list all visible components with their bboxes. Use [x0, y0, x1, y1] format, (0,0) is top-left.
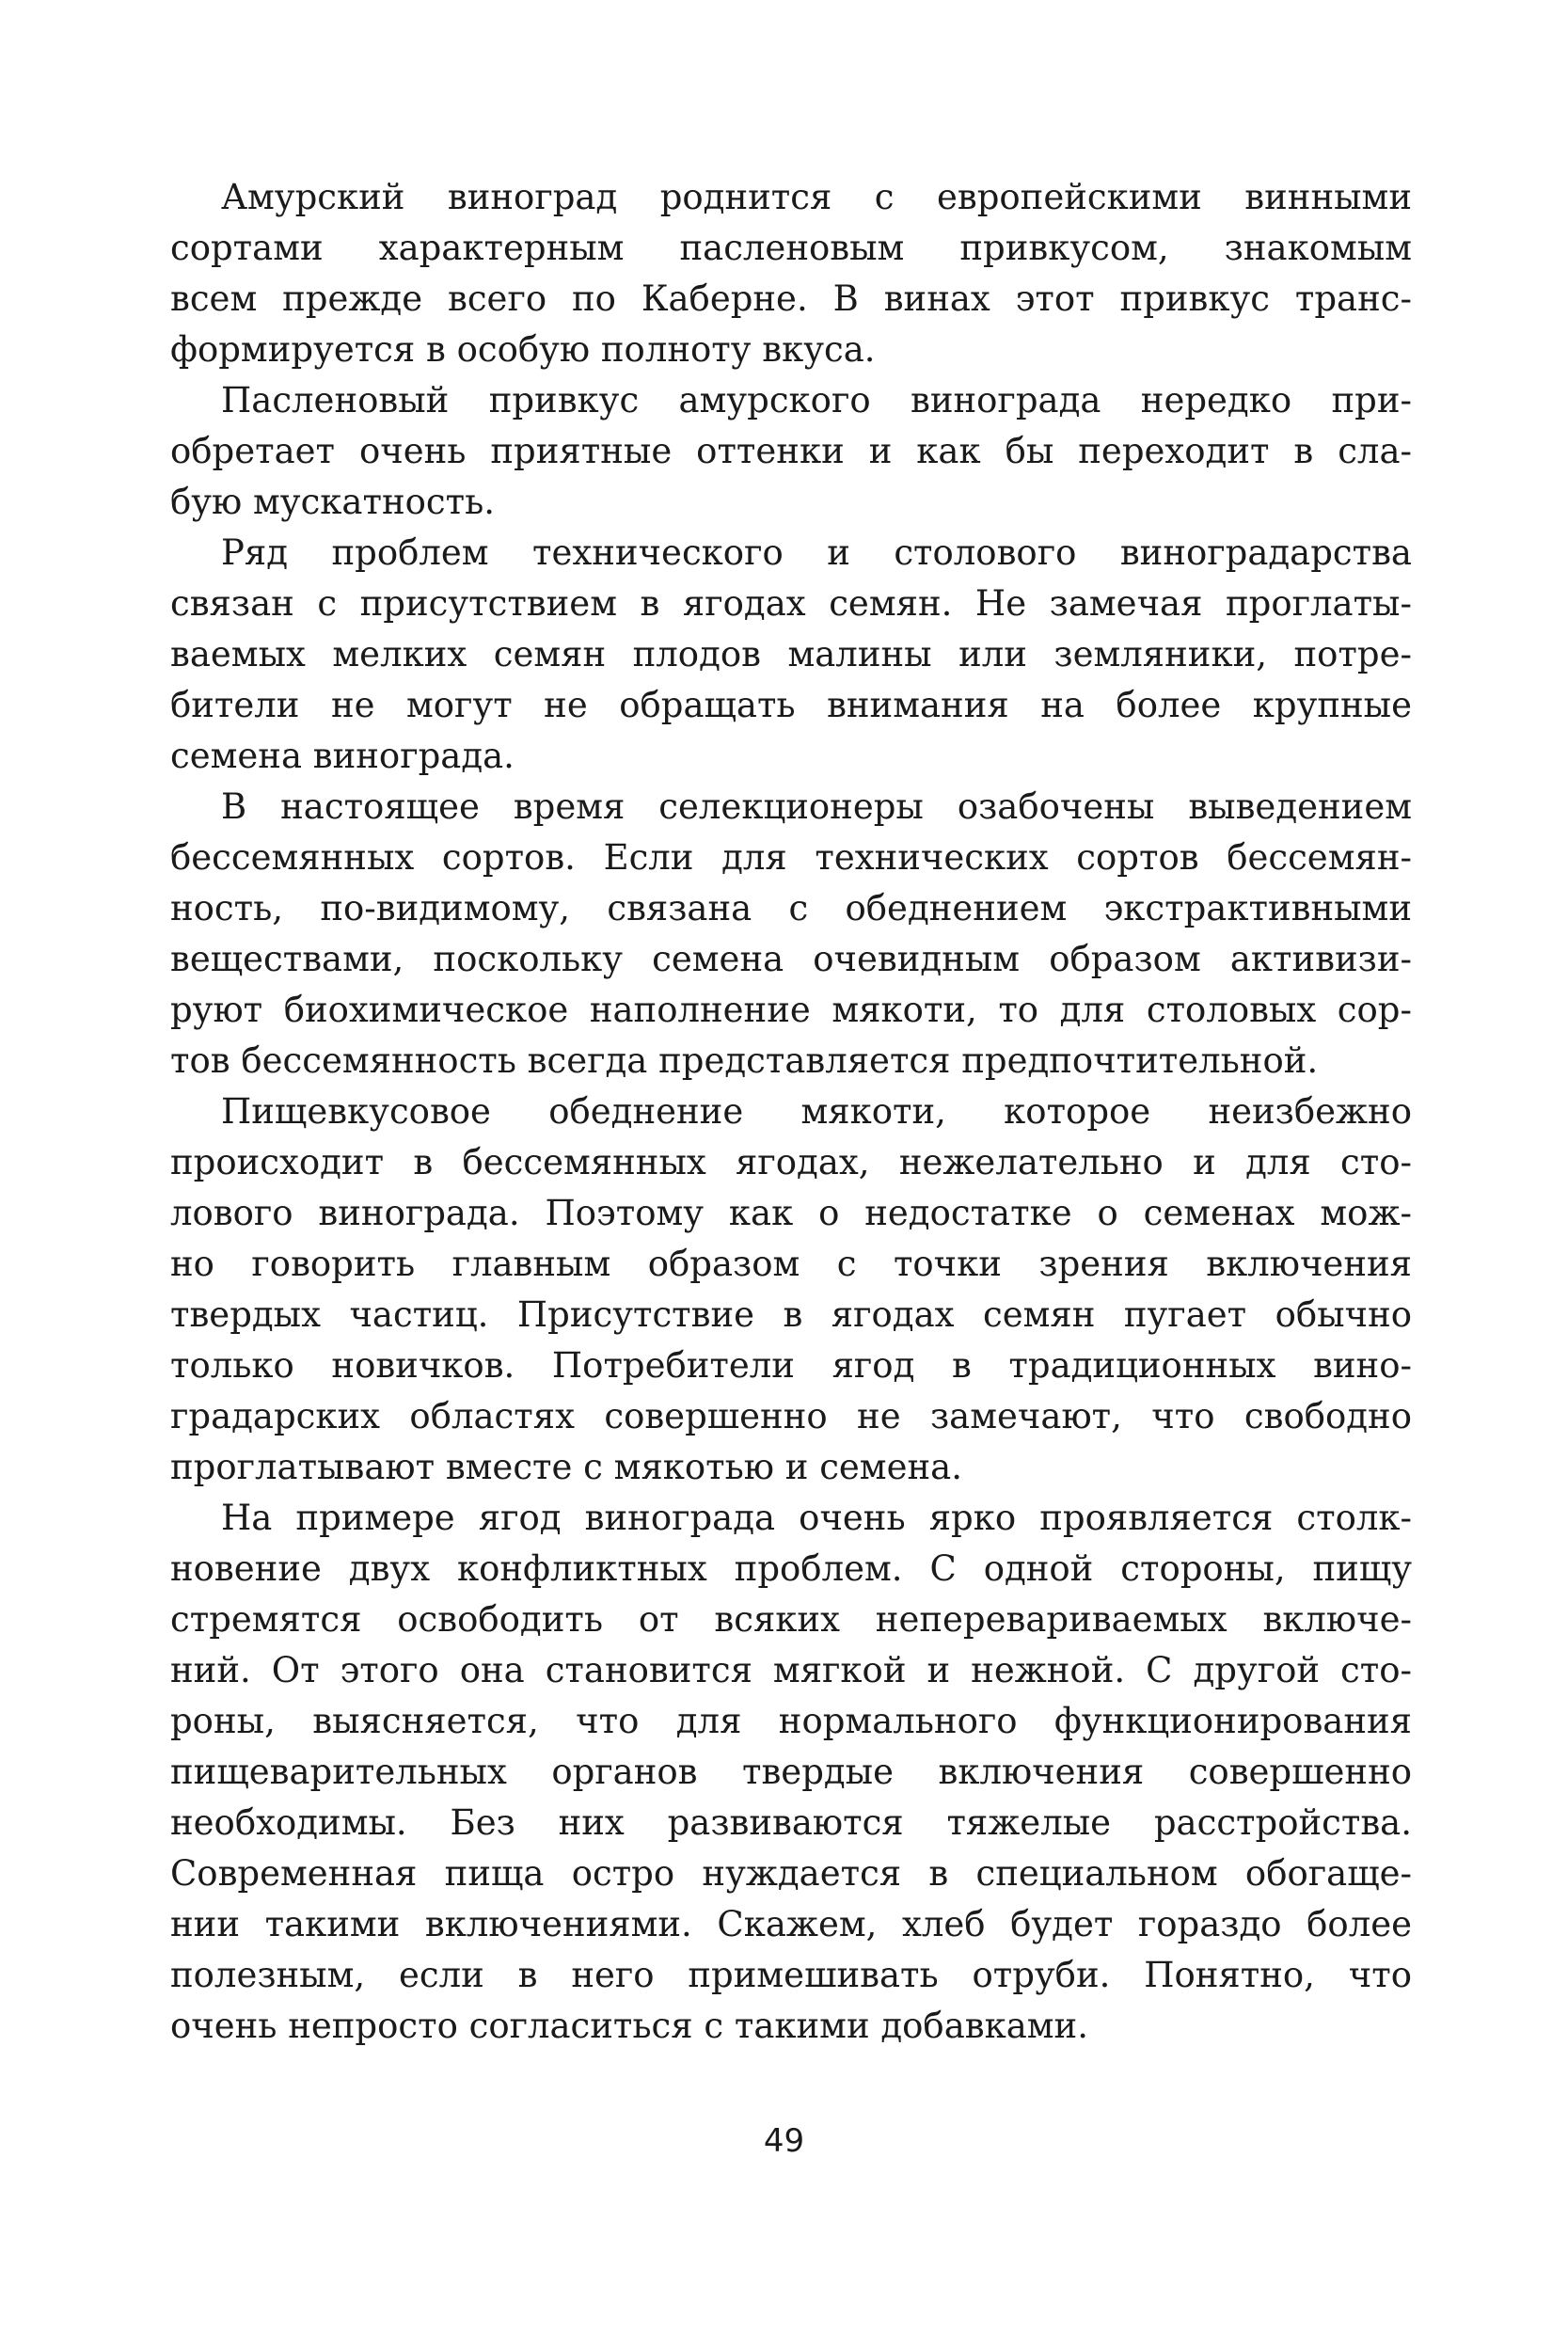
paragraph-3-line-4: бители не могут не обращать внимания на более крупные	[170, 685, 1412, 725]
paragraph-2-line-3: бую мускатность.	[170, 482, 495, 522]
paragraph-3-line-3: ваемых мелких семян плодов малины или земляники, потре-	[170, 634, 1412, 674]
paragraph-6-line-5: роны, выясняется, что для нормального функционирования	[170, 1701, 1412, 1741]
paragraph-5-line-7: градарских областях совершенно не замечают, что свободно	[170, 1396, 1412, 1436]
paragraph-6-line-3: стремятся освободить от всяких неперевариваемых включе-	[170, 1599, 1412, 1640]
paragraph-5-line-2: происходит в бессемянных ягодах, нежелательно и для сто-	[170, 1142, 1412, 1182]
body-text	[170, 172, 1412, 2052]
paragraph-3-line-1: Ряд проблем технического и столового виноградарства	[221, 532, 1412, 573]
paragraph-6-line-1: На примере ягод винограда очень ярко проявляется столк-	[221, 1498, 1412, 1538]
paragraph-5-line-8: проглатывают вместе с мякотью и семена.	[170, 1447, 962, 1487]
paragraph-6-line-10: полезным, если в него примешивать отруби. Понятно, что	[170, 1955, 1412, 1995]
paragraph-4-line-3: ность, по-видимому, связана с обеднением экстрактивными	[170, 888, 1412, 928]
paragraph-6-line-8: Современная пища остро нуждается в специальном обогаще-	[170, 1853, 1412, 1894]
paragraph-6-line-11: очень непросто согласиться с такими добавками.	[170, 2006, 1088, 2046]
paragraph-6-line-7: необходимы. Без них развиваются тяжелые расстройства.	[170, 1802, 1412, 1843]
paragraph-5-line-5: твердых частиц. Присутствие в ягодах семян пугает обычно	[170, 1294, 1412, 1335]
paragraph-3-line-2: связан с присутствием в ягодах семян. Не замечая проглаты-	[170, 583, 1412, 624]
paragraph-6-line-6: пищеварительных органов твердые включения совершенно	[170, 1752, 1412, 1792]
paragraph-1-line-4: формируется в особую полноту вкуса.	[170, 329, 876, 370]
paragraph-1-line-2: сортами характерным пасленовым привкусом, знакомым	[170, 228, 1412, 268]
page-number: 49	[763, 2122, 805, 2160]
paragraph-5-line-3: лового винограда. Поэтому как о недостатке о семенах мож-	[170, 1193, 1412, 1233]
paragraph-2-line-1: Пасленовый привкус амурского винограда нередко при-	[221, 380, 1412, 420]
paragraph-6-line-2: новение двух конфликтных проблем. С одной стороны, пищу	[170, 1548, 1412, 1589]
paragraph-1-line-3: всем прежде всего по Каберне. В винах этот привкус транс-	[170, 278, 1412, 319]
paragraph-5-line-4: но говорить главным образом с точки зрения включения	[170, 1244, 1412, 1284]
paragraph-5-line-1: Пищевкусовое обеднение мякоти, которое неизбежно	[221, 1091, 1412, 1132]
paragraph-4-line-6: тов бессемянность всегда представляется предпочтительной.	[170, 1040, 1319, 1081]
paragraph-6-line-4: ний. От этого она становится мягкой и нежной. С другой сто-	[170, 1650, 1412, 1690]
paragraph-1-line-1: Амурский виноград роднится с европейскими винными	[221, 177, 1412, 217]
paragraph-6-line-9: нии такими включениями. Скажем, хлеб будет гораздо более	[170, 1904, 1412, 1944]
paragraph-5-line-6: только новичков. Потребители ягод в традиционных вино-	[170, 1345, 1412, 1386]
paragraph-4-line-4: веществами, поскольку семена очевидным образом активизи-	[170, 939, 1412, 979]
paragraph-3-line-5: семена винограда.	[170, 736, 515, 776]
paragraph-2-line-2: обретает очень приятные оттенки и как бы переходит в сла-	[170, 431, 1412, 471]
paragraph-4-line-2: бессемянных сортов. Если для технических сортов бессемян-	[170, 837, 1412, 878]
paragraph-4-line-5: руют биохимическое наполнение мякоти, то для столовых сор-	[170, 990, 1412, 1030]
paragraph-4-line-1: В настоящее время селекционеры озабочены выведением	[221, 786, 1412, 827]
